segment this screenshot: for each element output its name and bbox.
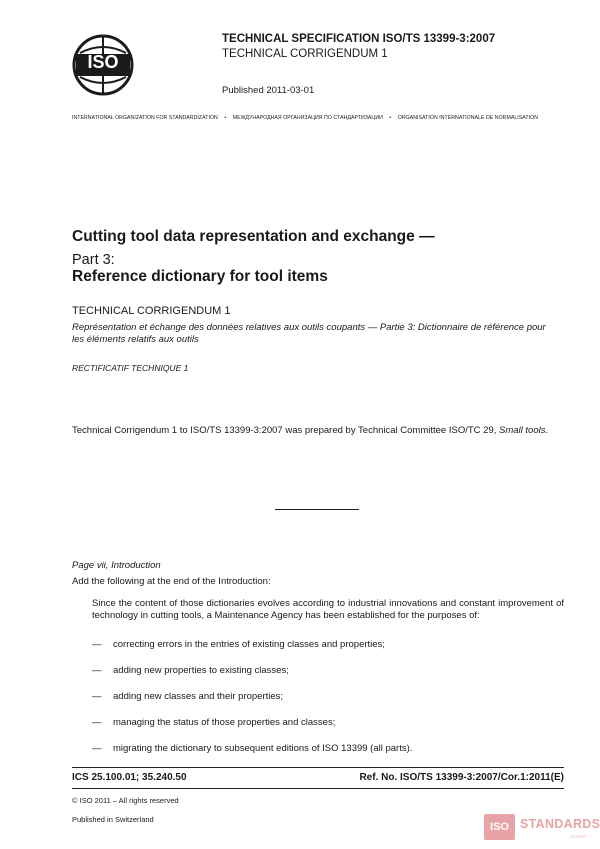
reference-number: Ref. No. ISO/TS 13399-3:2007/Cor.1:2011(E) [359,772,564,783]
preparation-statement [72,424,564,437]
watermark-box: ISO [484,814,515,840]
corrigendum-heading: TECHNICAL CORRIGENDUM 1 [72,305,231,317]
org-separator: • [224,115,227,121]
document-subtitle: Reference dictionary for tool items [72,268,328,285]
list-item [92,639,564,665]
published-date: Published 2011-03-01 [222,85,315,96]
dash-bullet: — [92,691,102,702]
instruction-text: Add the following at the end of the Introduction: [72,576,271,587]
list-item-text: migrating the dictionary to subsequent editions of ISO 13399 (all parts). [113,743,413,754]
copyright-notice: © ISO 2011 – All rights reserved [72,796,179,805]
org-ru: МЕЖДУНАРОДНАЯ ОРГАНИЗАЦИЯ ПО СТАНДАРТИЗАЦИИ [232,115,383,121]
iso-standards-store-watermark [484,810,600,843]
dash-bullet: — [92,639,102,650]
french-corrigendum: RECTIFICATIF TECHNIQUE 1 [72,363,189,373]
list-item [92,717,564,743]
preparation-text: Technical Corrigendum 1 to ISO/TS 13399-3:2007 was prepared by Technical Committee ISO/TC 29, [72,425,500,436]
dash-bullet: — [92,665,102,676]
org-separator: • [389,115,392,121]
spec-prefix: TECHNICAL SPECIFICATION [222,33,380,45]
list-item [92,691,564,717]
committee-name: Small tools [499,425,546,436]
preparation-end: . [545,425,549,436]
list-item [92,665,564,691]
footer-rule-bottom [72,788,564,789]
purpose-list [92,639,564,769]
iso-logo-text: ISO [87,52,119,72]
list-item-text: managing the status of those properties and classes; [113,717,336,728]
watermark-sub: STORE [570,834,587,839]
section-divider [275,509,359,510]
spec-title [222,33,495,45]
corrigendum-label: TECHNICAL CORRIGENDUM 1 [222,48,388,60]
page-reference: Page vii, Introduction [72,560,161,571]
organization-line [72,115,564,121]
watermark-word: STANDARDS [520,817,600,831]
list-item [92,743,564,769]
publication-place: Published in Switzerland [72,815,154,824]
list-item-text: adding new classes and their properties; [113,691,284,702]
part-label: Part 3: [72,252,115,268]
french-title: Représentation et échange des données relatives aux outils coupants — Partie 3: Dictionnaire de référence pour les éléments relatifs aux outils [72,322,546,345]
footer-rule-top [72,767,564,768]
dash-bullet: — [92,743,102,754]
inserted-paragraph: Since the content of those dictionaries evolves according to industrial innovations and constant improvement of technology in cutting tools, a Maintenance Agency has been established for the purposes of: [92,598,564,621]
list-item-text: adding new properties to existing classes; [113,665,289,676]
org-fr: ORGANISATION INTERNATIONALE DE NORMALISATION [397,115,539,121]
ics-codes: ICS 25.100.01; 35.240.50 [72,772,187,783]
document-title: Cutting tool data representation and exchange — [72,228,435,245]
spec-number: ISO/TS 13399-3:2007 [382,33,496,45]
list-item-text: correcting errors in the entries of existing classes and properties; [113,639,385,650]
org-en: INTERNATIONAL ORGANIZATION FOR STANDARDIZATION [72,115,218,121]
dash-bullet: — [92,717,102,728]
